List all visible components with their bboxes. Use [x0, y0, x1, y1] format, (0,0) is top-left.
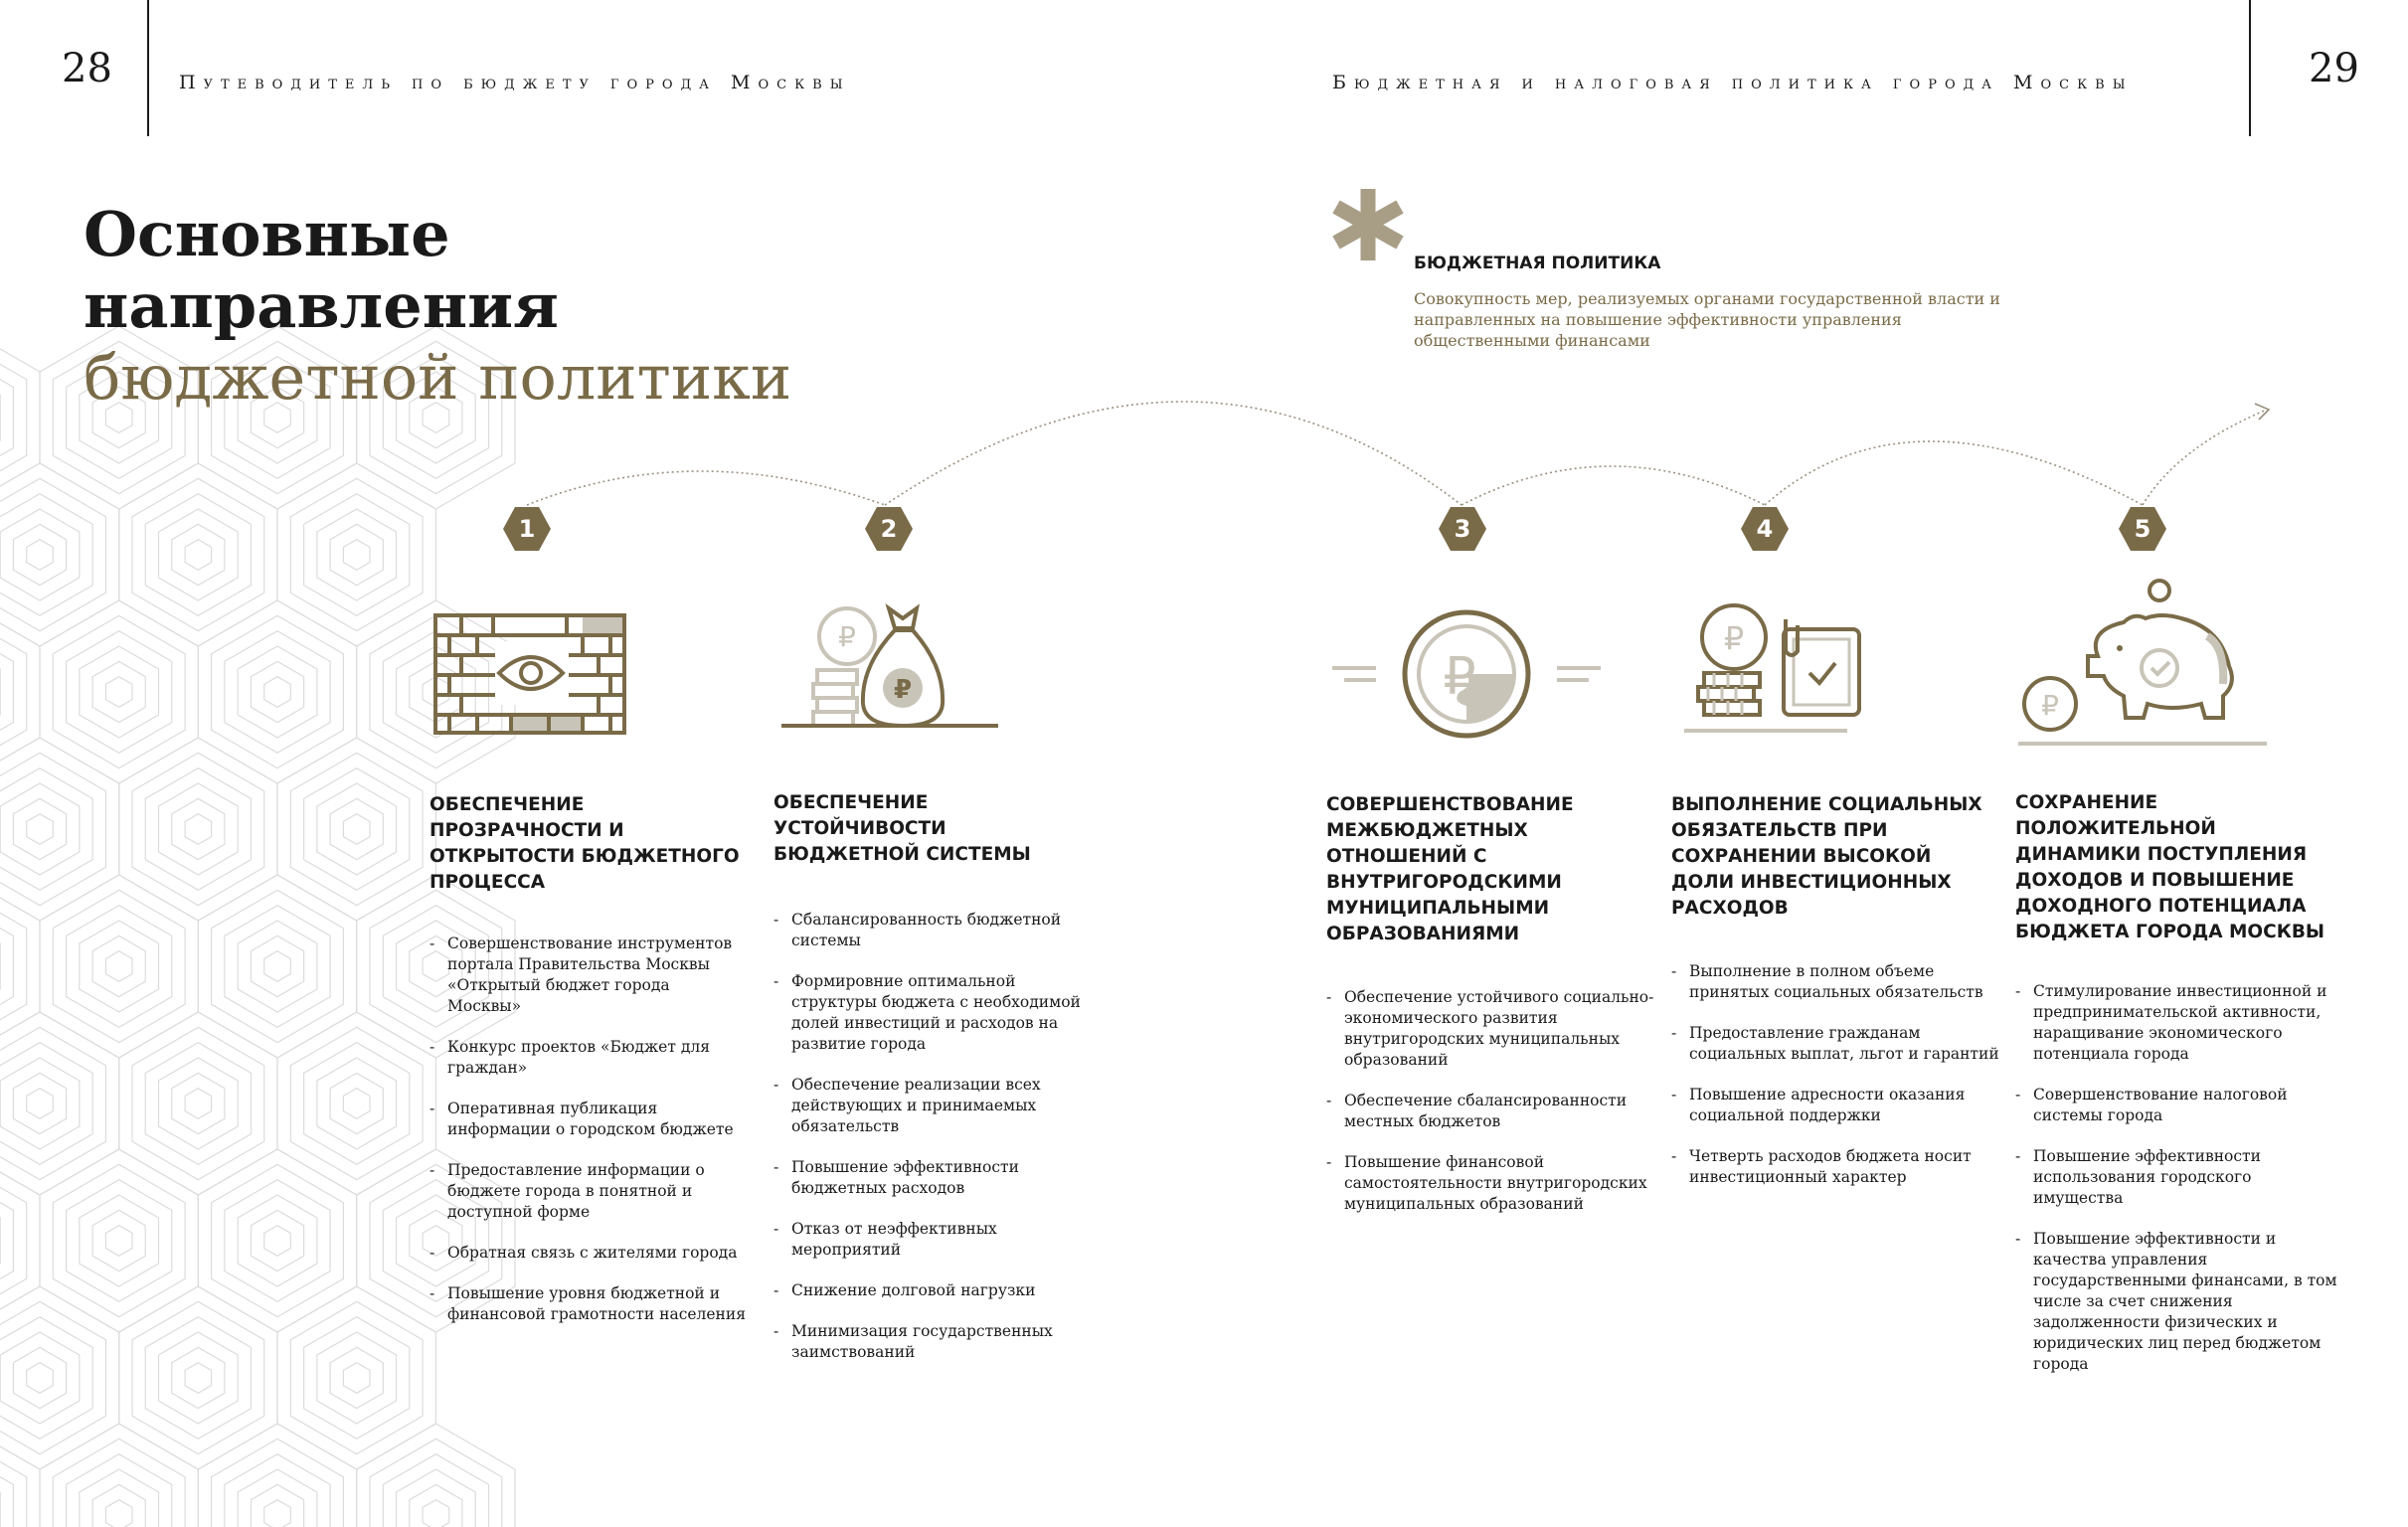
list-item: - Совершенствование налоговой системы города: [2015, 1085, 2343, 1126]
direction-3-number: 3: [1454, 515, 1471, 543]
list-item: - Повышение эффективности бюджетных расходов: [774, 1157, 1092, 1199]
direction-3-number-badge: [1439, 507, 1486, 551]
list-item: - Предоставление гражданам социальных выплат, льгот и гарантий: [1671, 1023, 1999, 1065]
list-item: - Обеспечение устойчивого социально-экономического развития внутригородских муниципальных образований: [1326, 987, 1654, 1071]
direction-4-number: 4: [1756, 515, 1774, 543]
direction-1-list: [430, 933, 748, 1325]
direction-3-column: [1326, 792, 1654, 1235]
list-item: - Повышение уровня бюджетной и финансовой грамотности населения: [430, 1283, 748, 1325]
left-page-number: 28: [62, 46, 112, 91]
svg-text:₽: ₽: [1443, 647, 1476, 707]
direction-1-number: 1: [518, 515, 536, 543]
list-item: - Обеспечение реализации всех действующих и принимаемых обязательств: [774, 1075, 1092, 1137]
list-item: - Повышение эффективности и качества управления государственными финансами, в том числе за счет снижения задолженности физических и юридических лиц перед бюджетом города: [2015, 1229, 2343, 1375]
list-item: - Снижение долговой нагрузки: [774, 1280, 1092, 1301]
direction-2-number-badge: [865, 507, 913, 551]
direction-4-list: [1671, 961, 1999, 1188]
direction-2-list: [774, 910, 1092, 1363]
direction-5-heading: СОХРАНЕНИЕ ПОЛОЖИТЕЛЬНОЙ ДИНАМИКИ ПОСТУПЛЕНИЯ ДОХОДОВ И ПОВЫШЕНИЕ ДОХОДНОГО ПОТЕНЦИАЛА БЮДЖЕТА ГОРОДА МОСКВЫ: [2015, 792, 2325, 942]
svg-text:₽: ₽: [1723, 619, 1745, 657]
list-item: - Совершенствование инструментов портала Правительства Москвы «Открытый бюджет города Москвы»: [430, 933, 748, 1017]
right-running-title: Бюджетная и налоговая политика города Москвы: [1332, 72, 2134, 93]
list-item: - Оперативная публикация информации о городском бюджете: [430, 1099, 748, 1140]
list-item: - Обратная связь с жителями города: [430, 1243, 748, 1264]
definition-text: Совокупность мер, реализуемых органами государственной власти и направленных на повышение эффективности управления общественными финансами: [1414, 289, 2000, 350]
coins-clipboard-check-icon: [1676, 601, 1875, 741]
list-item: - Четверть расходов бюджета носит инвестиционный характер: [1671, 1146, 1999, 1188]
list-item: - Обеспечение сбалансированности местных бюджетов: [1326, 1091, 1654, 1132]
list-item: - Выполнение в полном объеме принятых социальных обязательств: [1671, 961, 1999, 1003]
svg-text:₽: ₽: [838, 620, 856, 653]
money-bag-coins-icon: [777, 596, 1016, 736]
list-item: - Конкурс проектов «Бюджет для граждан»: [430, 1037, 748, 1079]
direction-5-column: [2015, 790, 2343, 1395]
list-item: - Стимулирование инвестиционной и предпринимательской активности, наращивание экономического потенциала города: [2015, 981, 2343, 1065]
direction-3-list: [1326, 987, 1654, 1215]
direction-4-column: [1671, 792, 1999, 1208]
list-item: - Предоставление информации о бюджете города в понятной и доступной форме: [430, 1160, 748, 1223]
piggy-bank-icon: [2012, 573, 2271, 742]
direction-5-number: 5: [2134, 515, 2151, 543]
ruble-puzzle-coin-icon: [1322, 606, 1611, 746]
list-item: - Повышение адресности оказания социальной поддержки: [1671, 1085, 1999, 1126]
direction-2-heading: ОБЕСПЕЧЕНИЕ УСТОЙЧИВОСТИ БЮДЖЕТНОЙ СИСТЕМЫ: [774, 792, 1031, 865]
page-title-line3: бюджетной политики: [84, 341, 792, 414]
brick-wall-eye-icon: [431, 611, 630, 741]
direction-4-number-badge: [1741, 507, 1789, 551]
hexagon-pattern-background: [0, 525, 328, 1519]
direction-5-list: [2015, 981, 2343, 1375]
direction-2-column: [774, 790, 1092, 1383]
list-item: - Повышение финансовой самостоятельности внутригородских муниципальных образований: [1326, 1152, 1654, 1215]
direction-1-column: [430, 792, 748, 1345]
direction-3-heading: СОВЕРШЕНСТВОВАНИЕ МЕЖБЮДЖЕТНЫХ ОТНОШЕНИЙ С ВНУТРИГОРОДСКИМИ МУНИЦИПАЛЬНЫМИ ОБРАЗОВАНИЯМИ: [1326, 794, 1574, 944]
page-title-line2: направления: [84, 269, 559, 342]
list-item: - Сбалансированность бюджетной системы: [774, 910, 1092, 951]
list-item: - Формировние оптимальной структуры бюджета с необходимой долей инвестиций и расходов на развитие города: [774, 971, 1092, 1055]
direction-2-number: 2: [880, 515, 898, 543]
page-title-line1: Основные: [84, 198, 450, 270]
svg-text:₽: ₽: [2041, 689, 2059, 722]
svg-text:₽: ₽: [893, 675, 913, 705]
list-item: - Минимизация государственных заимствований: [774, 1321, 1092, 1363]
direction-4-heading: ВЫПОЛНЕНИЕ СОЦИАЛЬНЫХ ОБЯЗАТЕЛЬСТВ ПРИ СОХРАНЕНИИ ВЫСОКОЙ ДОЛИ ИНВЕСТИЦИОННЫХ РАСХОДОВ: [1671, 794, 1982, 919]
direction-1-heading: ОБЕСПЕЧЕНИЕ ПРОЗРАЧНОСТИ И ОТКРЫТОСТИ БЮДЖЕТНОГО ПРОЦЕССА: [430, 794, 740, 893]
left-running-title: Путеводитель по бюджету города Москвы: [179, 72, 851, 93]
connection-arcs: [0, 0, 2408, 596]
direction-5-number-badge: [2119, 507, 2166, 551]
direction-1-number-badge: [503, 507, 551, 551]
definition-term: БЮДЖЕТНАЯ ПОЛИТИКА: [1414, 254, 1661, 273]
right-page-number: 29: [2309, 46, 2359, 91]
list-item: - Отказ от неэффективных мероприятий: [774, 1219, 1092, 1261]
list-item: - Повышение эффективности использования городского имущества: [2015, 1146, 2343, 1209]
